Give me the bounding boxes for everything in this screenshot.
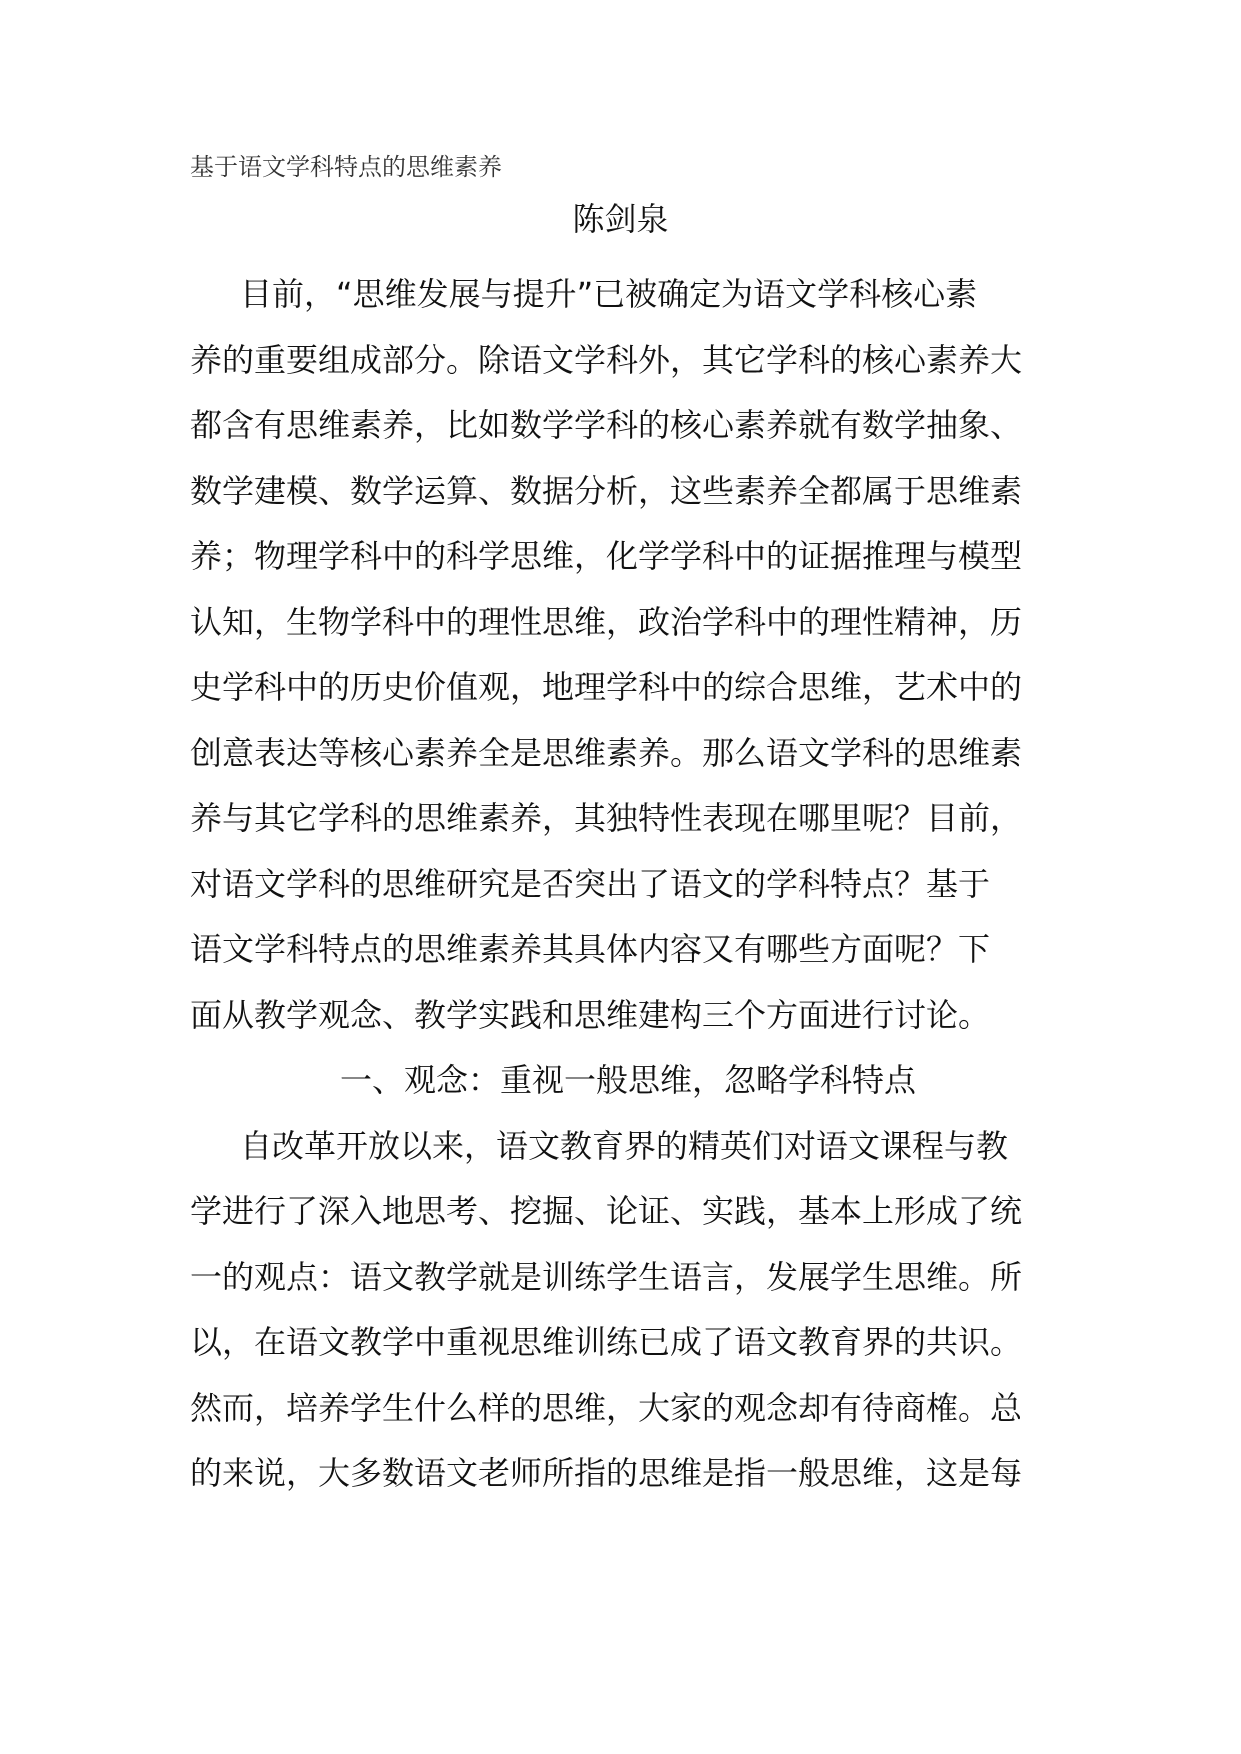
text-line: 数学建模、数学运算、数据分析，这些素养全都属于思维素 (190, 471, 1023, 510)
text-line: 然而，培养学生什么样的思维，大家的观念却有待商榷。总 (190, 1388, 1023, 1427)
author-name: 陈剑泉 (572, 200, 669, 238)
text-line: 语文学科特点的思维素养其具体内容又有哪些方面呢？下 (190, 930, 991, 968)
text-line: 面从教学观念、教学实践和思维建构三个方面进行讨论。 (190, 995, 991, 1034)
text-line: 对语文学科的思维研究是否突出了语文的学科特点？基于 (190, 864, 991, 903)
section-heading: 一、观念：重视一般思维，忽略学科特点 (340, 1061, 917, 1099)
text-line: 的来说，大多数语文老师所指的思维是指一般思维，这是每 (190, 1454, 1023, 1492)
text-line: 创意表达等核心素养全是思维素养。那么语文学科的思维素 (190, 733, 1023, 772)
text-line: 都含有思维素养，比如数学学科的核心素养就有数学抽象、 (190, 406, 1023, 444)
text-line: 自改革开放以来，语文教育界的精英们对语文课程与教 (240, 1126, 1009, 1165)
document-header-title: 基于语文学科特点的思维素养 (190, 153, 502, 181)
text-line: 认知，生物学科中的理性思维，政治学科中的理性精神，历 (190, 602, 1023, 641)
text-line: 以，在语文教学中重视思维训练已成了语文教育界的共识。 (190, 1323, 1023, 1361)
text-line: 目前，“思维发展与提升”已被确定为语文学科核心素 (240, 275, 978, 313)
text-line: 史学科中的历史价值观，地理学科中的综合思维，艺术中的 (190, 668, 1023, 706)
text-line: 养；物理学科中的科学思维，化学学科中的证据推理与模型 (190, 537, 1023, 575)
text-line: 学进行了深入地思考、挖掘、论证、实践，基本上形成了统 (190, 1192, 1023, 1230)
text-line: 养与其它学科的思维素养，其独特性表现在哪里呢？目前， (190, 799, 1023, 837)
body-text (190, 262, 1056, 1507)
text-line: 一的观点：语文教学就是训练学生语言，发展学生思维。所 (190, 1257, 1023, 1296)
text-line: 养的重要组成部分。除语文学科外，其它学科的核心素养大 (190, 340, 1023, 379)
